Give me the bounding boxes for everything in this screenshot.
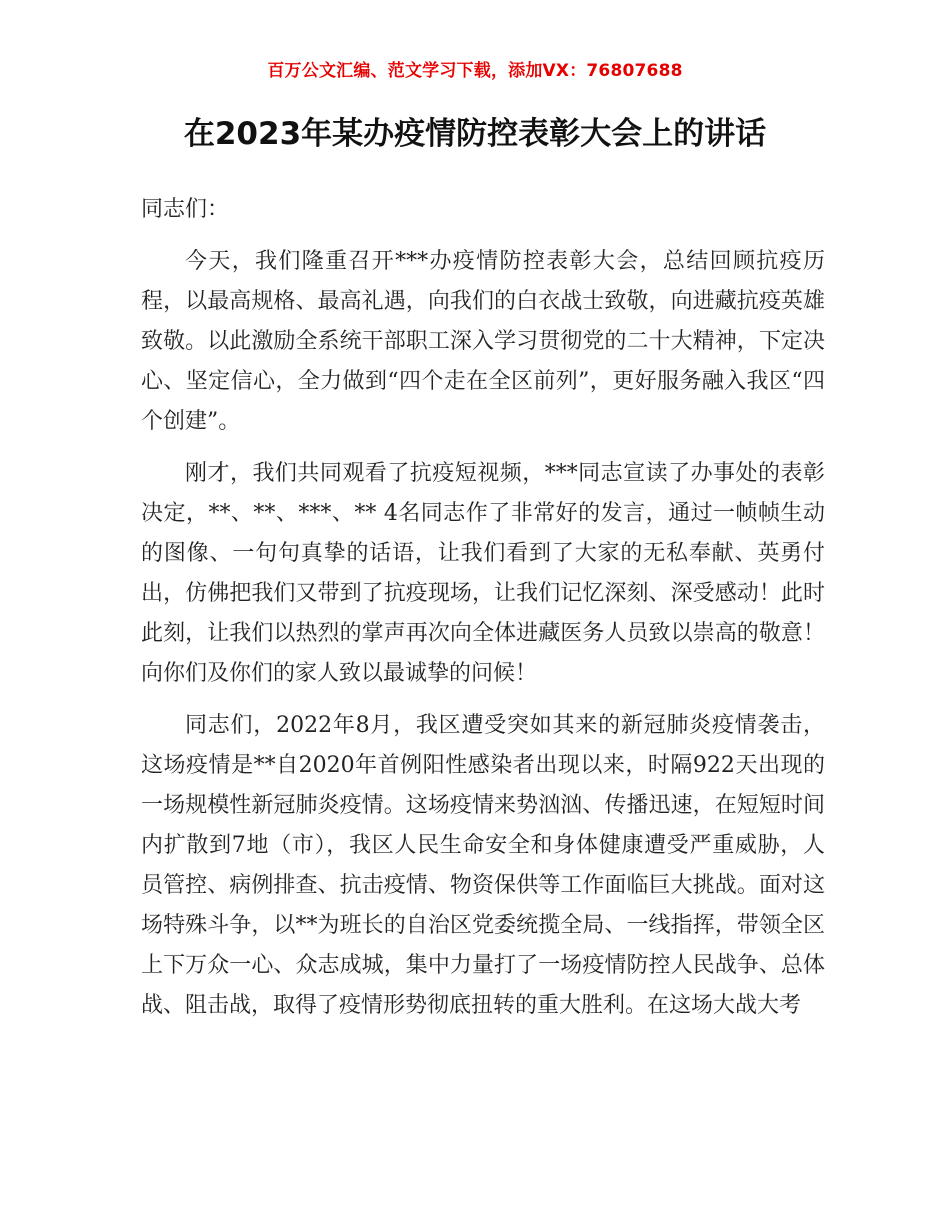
- document-title: 在2023年某办疫情防控表彰大会上的讲话: [183, 116, 767, 152]
- paragraph-3: 同志们，2022年8月，我区遭受突如其来的新冠肺炎疫情袭击，这场疫情是**自2020年首例阳性感染者出现以来，时隔922天出现的一场规模性新冠肺炎疫情。这场疫情来势汹汹、传播迅速，在短短时间内扩散到7地（市），我区人民生命安全和身体健康遭受严重威胁，人员管控、病例排查、抗击疫情、物资保供等工作面临巨大挑战。面对这场特殊斗争，以**为班长的自治区党委统揽全局、一线指挥，带领全区上下万众一心、众志成城，集中力量打了一场疫情防控人民战争、总体战、阻击战，取得了疫情形势彻底扭转的重大胜利。在这场大战大考: [141, 713, 825, 1018]
- salutation: 同志们：: [141, 197, 230, 222]
- document-body: [141, 190, 825, 1038]
- header-note: 百万公文汇编、范文学习下载，添加VX：76807688: [267, 61, 683, 81]
- paragraph-1: 今天，我们隆重召开***办疫情防控表彰大会，总结回顾抗疫历程，以最高规格、最高礼遇，向我们的白衣战士致敬，向进藏抗疫英雄致敬。以此激励全系统干部职工深入学习贯彻党的二十大精神，下定决心、坚定信心，全力做到“四个走在全区前列”，更好服务融入我区“四个创建”。: [141, 249, 825, 434]
- paragraph-2: 刚才，我们共同观看了抗疫短视频，***同志宣读了办事处的表彰决定，**、**、***、** 4名同志作了非常好的发言，通过一帧帧生动的图像、一句句真挚的话语，让我们看到了大家的无私奉献、英勇付出，仿佛把我们又带到了抗疫现场，让我们记忆深刻、深受感动！此时此刻，让我们以热烈的掌声再次向全体进藏医务人员致以崇高的敬意！向你们及你们的家人致以最诚挚的问候！: [141, 461, 825, 686]
